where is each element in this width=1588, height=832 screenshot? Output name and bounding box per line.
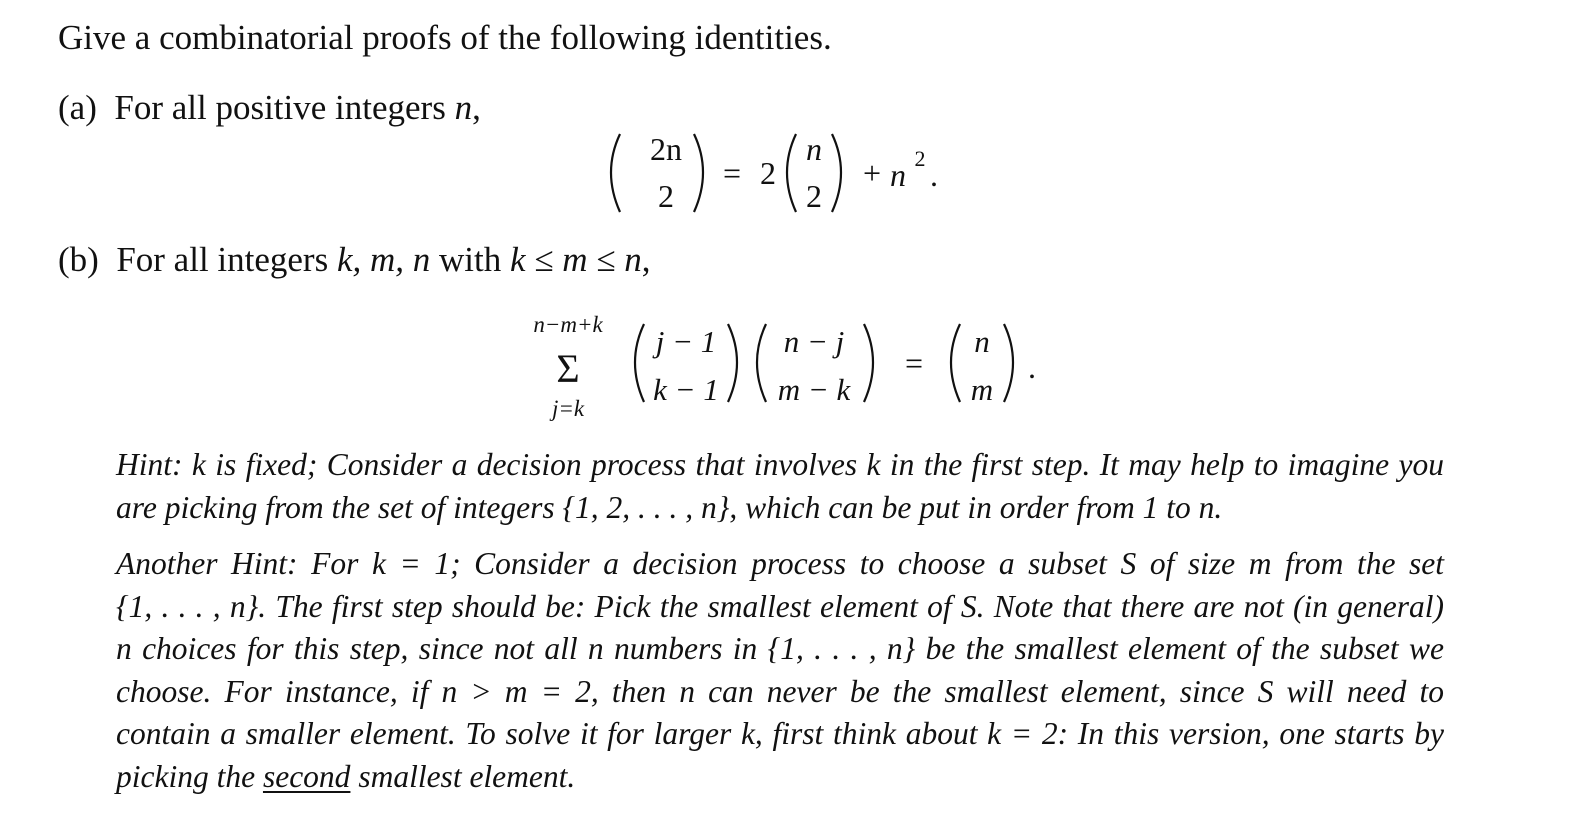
part-b-text: For all integers: [116, 240, 329, 279]
part-b-label: (b): [58, 240, 99, 279]
eq-b-b3-bottom: m: [970, 372, 994, 407]
hint-line: Another Hint: For k = 1; Consider a decision process to choose a subset S of size m from the set: [116, 546, 1444, 581]
paren-left-icon: [951, 324, 960, 402]
eq-b-b2-top: n − j: [783, 324, 845, 359]
hint-line: are picking from the set of integers {1, 2, . . . , n}, which can be put in order from 1 to n.: [116, 489, 1223, 525]
part-a-label: (a): [58, 88, 97, 127]
eq-a-tail-exp: 2: [914, 146, 926, 171]
eq-b-b1-top: j − 1: [655, 324, 717, 359]
hint-last-line: [116, 756, 1444, 799]
paren-right-icon: [694, 134, 703, 212]
eq-a-tail-var: n: [890, 157, 906, 193]
eq-b-b2-bottom: m − k: [777, 372, 851, 407]
part-b-cond: k ≤ m ≤ n: [510, 240, 642, 279]
part-a-text: For all positive integers: [114, 88, 446, 127]
paren-left-icon: [635, 324, 644, 402]
paren-right-icon: [1004, 324, 1013, 402]
eq-b-sum-upper: n−m+k: [533, 312, 603, 337]
paren-right-icon: [728, 324, 737, 402]
part-b-vars: k, m, n: [336, 240, 431, 279]
eq-b-b1-bottom: k − 1: [653, 372, 719, 407]
eq-b-sum-symbol: Σ: [556, 346, 580, 391]
part-a-var: n: [454, 88, 473, 127]
hint-line: Hint: k is fixed; Consider a decision process that involves k in the first step. It may help to imagine you: [116, 447, 1444, 482]
eq-a-period: .: [930, 157, 938, 193]
eq-a-rhs-top: n: [806, 131, 822, 167]
another-hint-paragraph: [116, 543, 1444, 798]
hint-line: contain a smaller element. To solve it for larger k, first think about k = 2: In this version, one starts by: [116, 716, 1444, 751]
eq-b-period: .: [1028, 349, 1036, 385]
problem-intro: Give a combinatorial proofs of the following identities.: [58, 18, 832, 57]
eq-a-coef: 2: [760, 155, 776, 191]
eq-a-rhs-bottom: 2: [806, 178, 822, 214]
eq-b-sum-lower: j=k: [551, 396, 585, 421]
part-b-with: with: [439, 240, 502, 279]
hint-underlined-word: second: [262, 758, 351, 794]
paren-left-icon: [611, 134, 620, 212]
eq-a-equals: =: [722, 155, 742, 191]
eq-b-equals: =: [904, 345, 924, 381]
eq-a-lhs-top: 2n: [650, 131, 682, 167]
hint-line: n choices for this step, since not all n numbers in {1, . . . , n} be the smallest element of the subset we: [116, 631, 1444, 666]
paren-left-icon: [787, 134, 796, 212]
hint-last-after: smallest element.: [350, 758, 576, 794]
equation-b: [520, 308, 1040, 424]
hint-last-before: picking the: [116, 758, 263, 794]
paren-left-icon: [757, 324, 766, 402]
paren-right-icon: [832, 134, 841, 212]
eq-b-b3-top: n: [974, 324, 990, 359]
eq-a-plus: +: [862, 155, 882, 191]
hint-paragraph: [116, 444, 1444, 529]
equation-a: [600, 128, 960, 220]
part-a-punct: ,: [472, 88, 481, 127]
hint-line: choose. For instance, if n > m = 2, then n can never be the smallest element, since S will need to: [116, 673, 1444, 709]
hint-line: {1, . . . , n}. The first step should be: Pick the smallest element of S. Note that there are not (in general): [116, 588, 1444, 624]
eq-a-lhs-bottom: 2: [658, 178, 674, 214]
part-a-statement: [58, 86, 481, 130]
part-b-punct: ,: [641, 240, 651, 279]
paren-right-icon: [864, 324, 873, 402]
part-b-statement: [58, 238, 651, 282]
